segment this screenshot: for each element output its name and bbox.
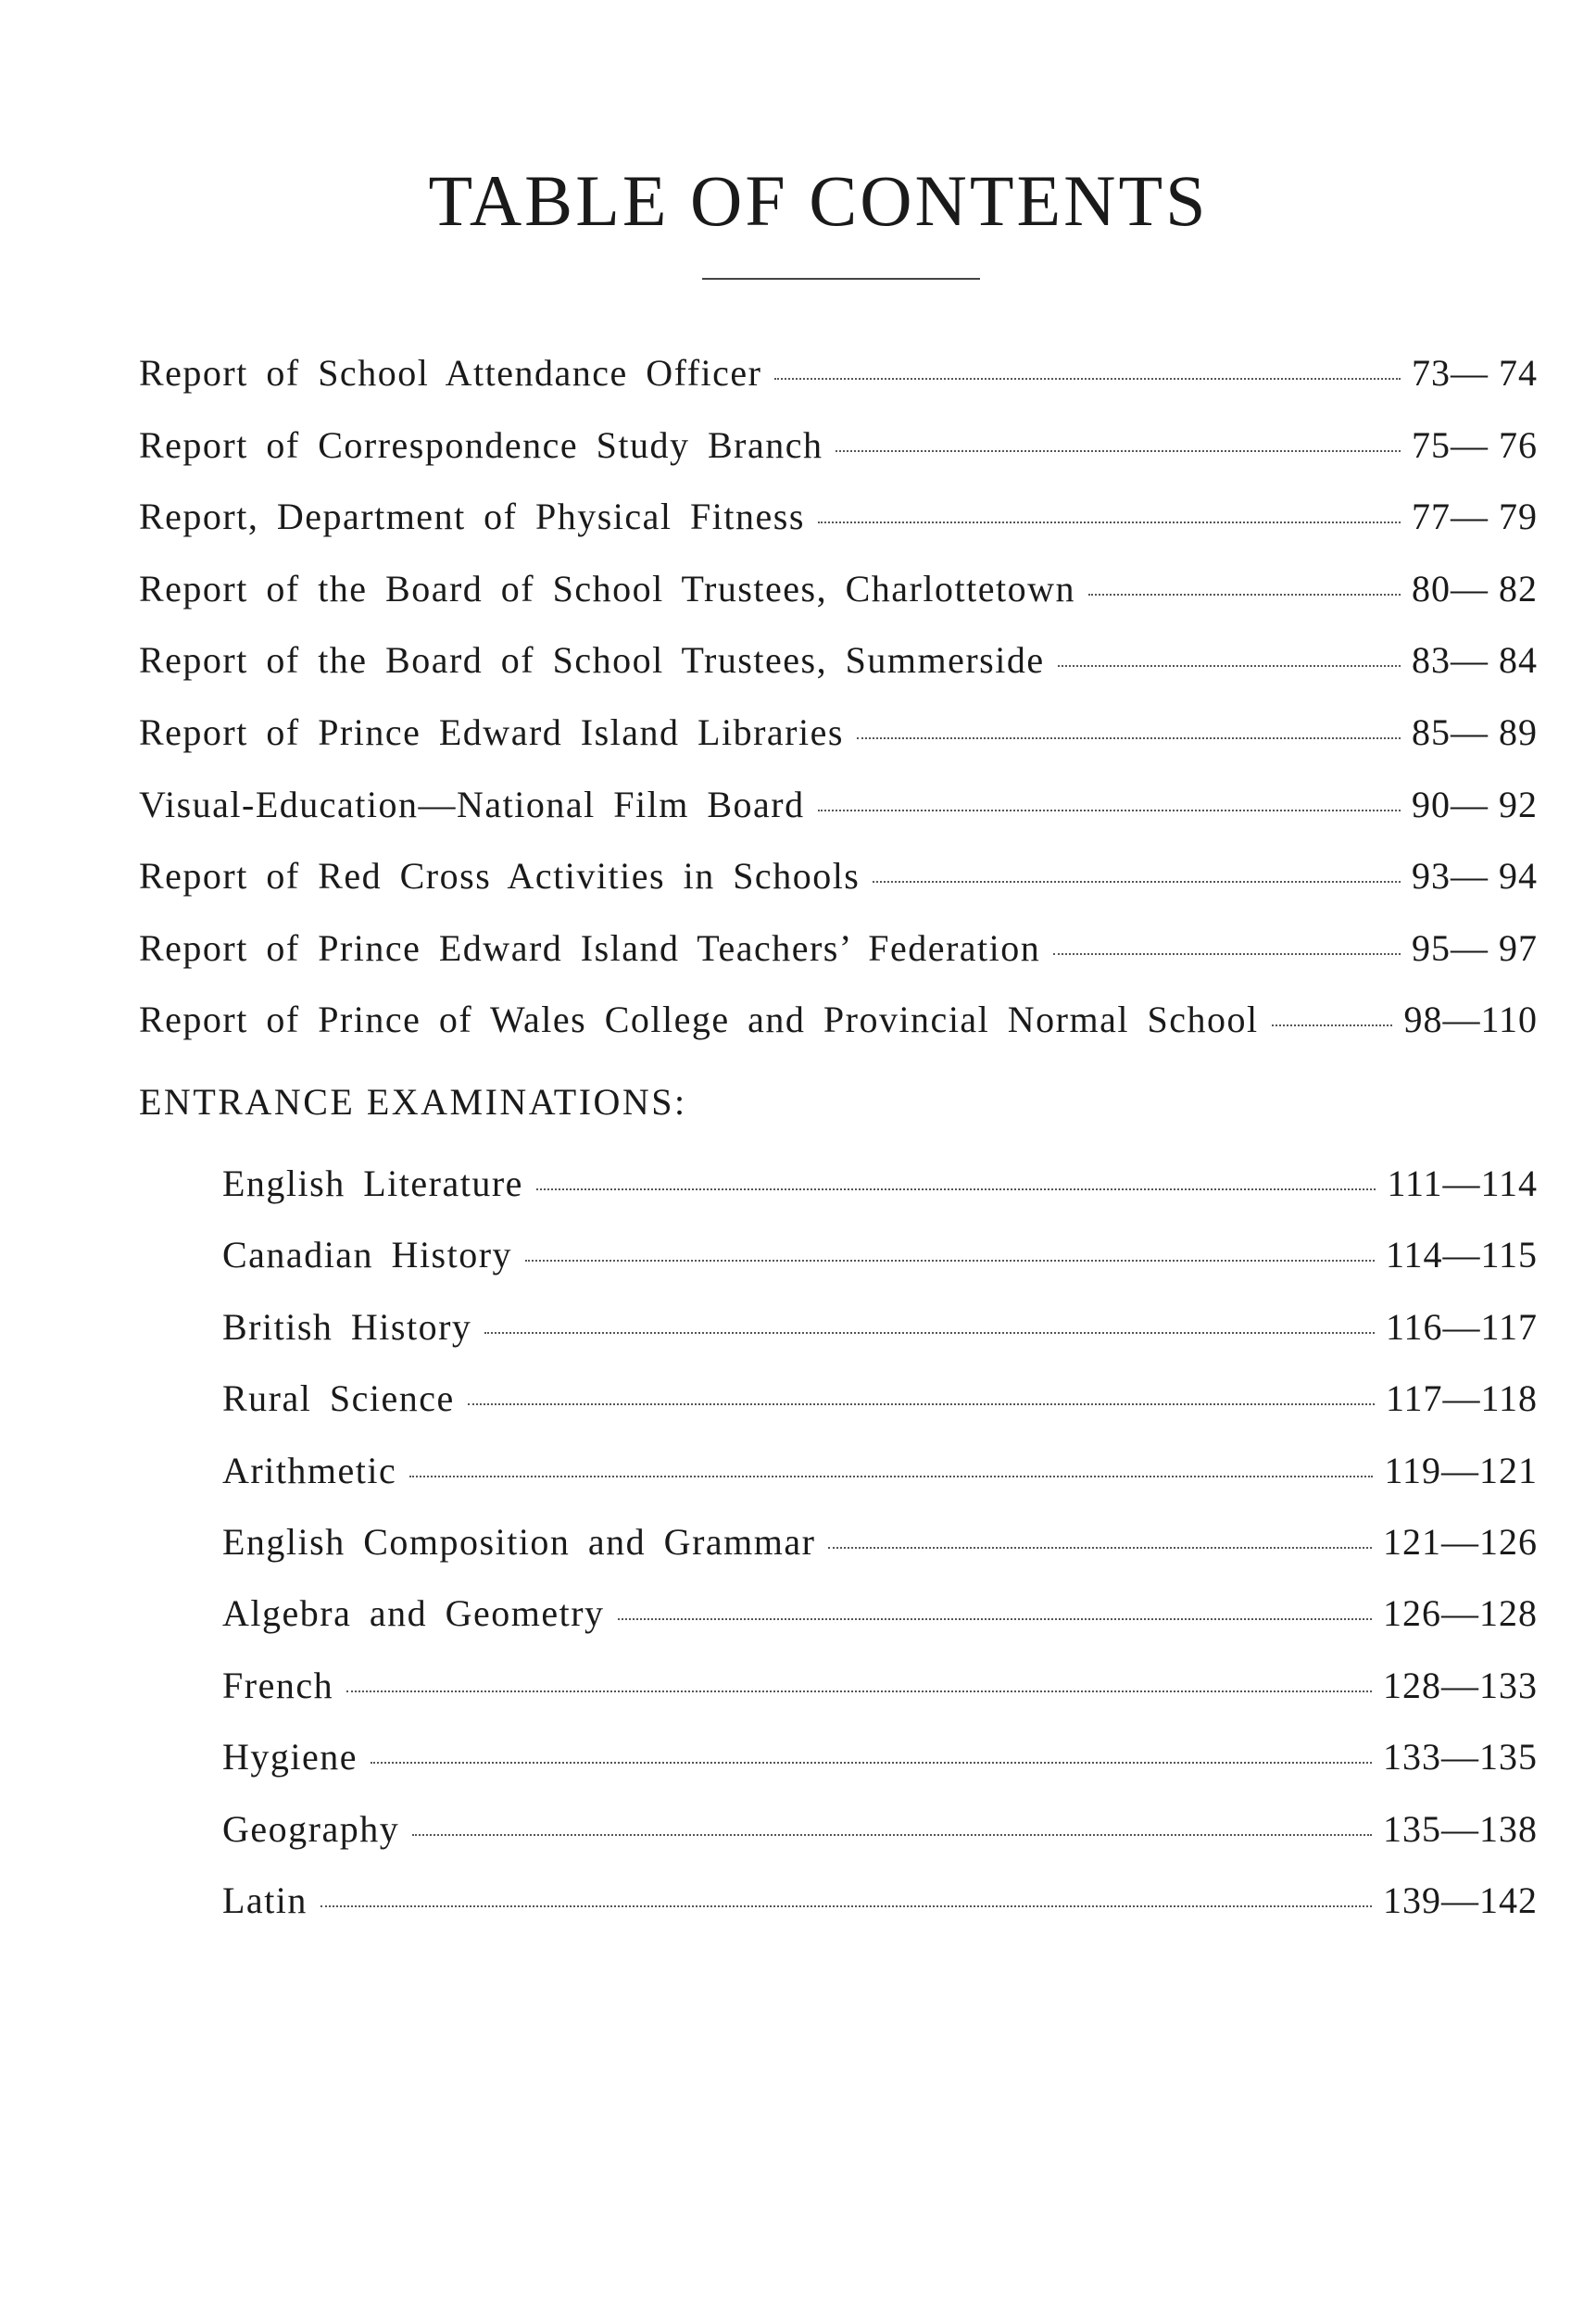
examination-entry <box>222 1807 1538 1850</box>
dot-leader <box>857 737 1401 739</box>
entry-title: Latin <box>222 1879 308 1921</box>
page-range: 117—118 <box>1385 1377 1538 1420</box>
page-range: 121—126 <box>1383 1521 1538 1563</box>
report-entry <box>139 926 1538 969</box>
examination-entry <box>222 1165 1538 1202</box>
entry-title: Arithmetic <box>222 1449 397 1491</box>
page-range: 98—110 <box>1403 999 1538 1041</box>
dot-leader <box>774 378 1401 380</box>
report-entry <box>139 999 1538 1041</box>
dot-leader <box>468 1403 1375 1405</box>
entry-title: Geography <box>222 1807 400 1850</box>
report-entry <box>139 855 1538 898</box>
page-title: TABLE OF CONTENTS <box>428 160 1209 241</box>
page-range: 133—135 <box>1383 1736 1538 1778</box>
entry-title: Report of Prince Edward Island Teachers’ Federation <box>139 926 1041 969</box>
entry-title: French <box>222 1664 334 1706</box>
dot-leader <box>836 450 1401 452</box>
page-range: 90— 92 <box>1412 783 1538 825</box>
entry-title: Hygiene <box>222 1736 358 1778</box>
entry-title: Report, Department of Physical Fitness <box>139 496 805 538</box>
entry-title: British History <box>222 1305 472 1348</box>
entry-title: Report of the Board of School Trustees, Charlottetown <box>139 567 1075 610</box>
dot-leader <box>409 1476 1373 1477</box>
dot-leader <box>525 1260 1375 1262</box>
entry-title: Report of Prince Edward Island Libraries <box>139 711 844 753</box>
report-entry <box>139 711 1538 753</box>
dot-leader <box>412 1834 1372 1836</box>
page-range: 95— 97 <box>1412 926 1538 969</box>
entrance-examinations-heading: ENTRANCE EXAMINATIONS: <box>139 1081 687 1123</box>
entry-title: Canadian History <box>222 1234 513 1276</box>
page-range: 85— 89 <box>1412 711 1538 753</box>
page-range: 116—117 <box>1385 1305 1538 1348</box>
page-range: 114—115 <box>1385 1234 1538 1276</box>
dot-leader <box>371 1762 1372 1764</box>
page-range: 73— 74 <box>1412 352 1538 394</box>
report-entry <box>139 639 1538 682</box>
dot-leader <box>1272 1024 1393 1026</box>
dot-leader <box>320 1905 1372 1907</box>
dot-leader <box>618 1618 1372 1620</box>
dot-leader <box>536 1188 1376 1190</box>
report-entry <box>139 423 1538 466</box>
page-range: 93— 94 <box>1412 855 1538 898</box>
dot-leader <box>484 1332 1375 1334</box>
page-range: 80— 82 <box>1412 567 1538 610</box>
examination-entry <box>222 1234 1538 1276</box>
page-range: 83— 84 <box>1412 639 1538 682</box>
page-range: 77— 79 <box>1412 496 1538 538</box>
examination-entry <box>222 1592 1538 1635</box>
examination-entry <box>222 1377 1538 1420</box>
page-range: 139—142 <box>1383 1879 1538 1921</box>
dot-leader <box>1058 665 1401 667</box>
examination-entry <box>222 1879 1538 1921</box>
dot-leader <box>1088 594 1401 596</box>
entry-title: Rural Science <box>222 1377 455 1420</box>
entry-title: Report of Prince of Wales College and Provincial Normal School <box>139 999 1259 1041</box>
page-range: 128—133 <box>1383 1664 1538 1706</box>
examination-entry <box>222 1664 1538 1706</box>
dot-leader <box>1053 953 1401 955</box>
report-entry <box>139 352 1538 394</box>
entry-title: English Literature <box>222 1163 523 1204</box>
page-range: 126—128 <box>1383 1592 1538 1635</box>
entry-title: Report of the Board of School Trustees, Summerside <box>139 639 1045 682</box>
title-underline <box>702 278 980 280</box>
examination-entry <box>222 1736 1538 1778</box>
report-entry <box>139 567 1538 610</box>
page-range: 75— 76 <box>1412 423 1538 466</box>
page-range: 111—114 <box>1387 1163 1538 1204</box>
examination-entry <box>222 1305 1538 1348</box>
entry-title: Algebra and Geometry <box>222 1592 605 1635</box>
entry-title: English Composition and Grammar <box>222 1521 816 1563</box>
entry-title: Report of Correspondence Study Branch <box>139 423 823 466</box>
dot-leader <box>346 1690 1372 1692</box>
examination-entry <box>222 1449 1538 1491</box>
report-entry <box>139 496 1538 538</box>
page-range: 135—138 <box>1383 1807 1538 1850</box>
entry-title: Report of School Attendance Officer <box>139 352 762 394</box>
dot-leader <box>873 881 1401 883</box>
entry-title: Report of Red Cross Activities in Schools <box>139 855 861 898</box>
dot-leader <box>818 810 1401 811</box>
page-range: 119—121 <box>1384 1449 1538 1491</box>
examination-entry <box>222 1521 1538 1563</box>
dot-leader <box>828 1547 1372 1549</box>
entry-title: Visual-Education—National Film Board <box>139 783 805 825</box>
dot-leader <box>818 522 1401 523</box>
report-entry <box>139 783 1538 825</box>
